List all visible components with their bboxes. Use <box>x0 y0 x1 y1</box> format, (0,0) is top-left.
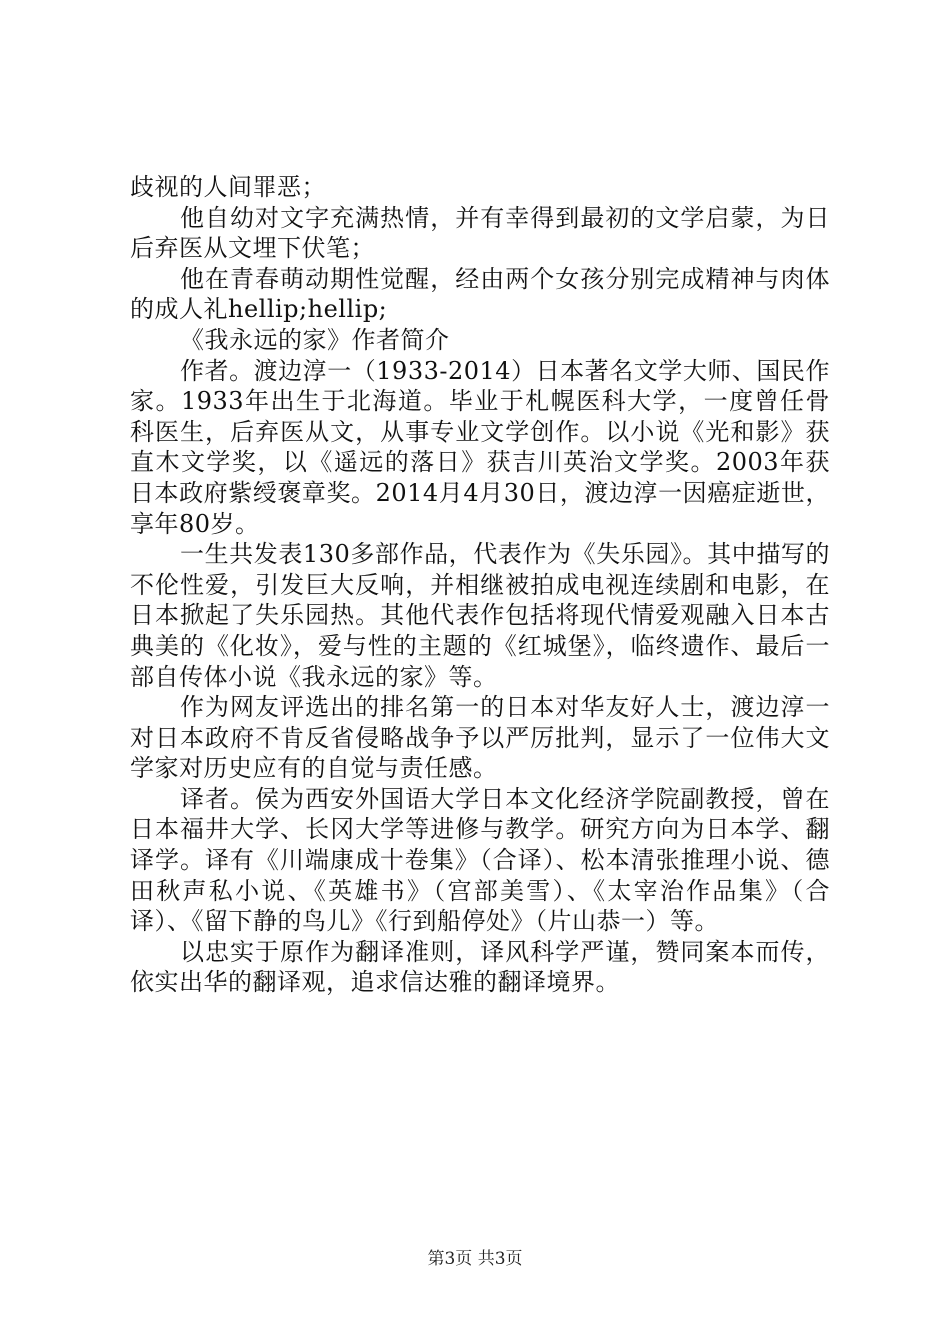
paragraph-translator: 译者。侯为西安外国语大学日本文化经济学院副教授，曾在日本福井大学、长冈大学等进修与教学。研究方向为日本学、翻译学。译有《川端康成十卷集》（合译）、松本清张推理小说、德田秋声私小说、《英雄书》（宫部美雪）、《太宰治作品集》（合译）、《留下静的鸟儿》《行到船停处》（片山恭一）等。 <box>130 784 830 936</box>
paragraph-1: 歧视的人间罪恶； <box>130 173 326 201</box>
section-heading: 《我永远的家》作者简介 <box>180 325 450 354</box>
paragraph-3: 他在青春萌动期性觉醒，经由两个女孩分别完成精神与肉体的成人礼hellip;hellip; <box>130 264 830 324</box>
paragraph-2: 他自幼对文字充满热情，并有幸得到最初的文学启蒙，为日后弃医从文埋下伏笔； <box>130 203 830 263</box>
page-number-footer: 第3页 共3页 <box>427 1249 523 1269</box>
paragraph-stance: 作为网友评选出的排名第一的日本对华友好人士，渡边淳一对日本政府不肯反省侵略战争予以严厉批判，显示了一位伟大文学家对历史应有的自觉与责任感。 <box>130 693 830 783</box>
paragraph-translation-principle: 以忠实于原作为翻译准则，译风科学严谨，赞同案本而传，依实出华的翻译观，追求信达雅的翻译境界。 <box>130 937 830 997</box>
paragraph-works: 一生共发表130多部作品，代表作为《失乐园》。其中描写的不伦性爱，引发巨大反响，并相继被拍成电视连续剧和电影，在日本掀起了失乐园热。其他代表作包括将现代情爱观融入日本古典美的《化妆》，爱与性的主题的《红城堡》，临终遗作、最后一部自传体小说《我永远的家》等。 <box>130 540 830 691</box>
document-body <box>130 172 830 998</box>
paragraph-author-bio: 作者。渡边淳一（1933-2014）日本著名文学大师、国民作家。1933年出生于北海道。毕业于札幌医科大学，一度曾任骨科医生，后弃医从文，从事专业文学创作。以小说《光和影》获直木文学奖，以《遥远的落日》获吉川英治文学奖。2003年获日本政府紫绶褒章奖。2014月4月30日，渡边淳一因癌症逝世，享年80岁。 <box>130 356 830 538</box>
